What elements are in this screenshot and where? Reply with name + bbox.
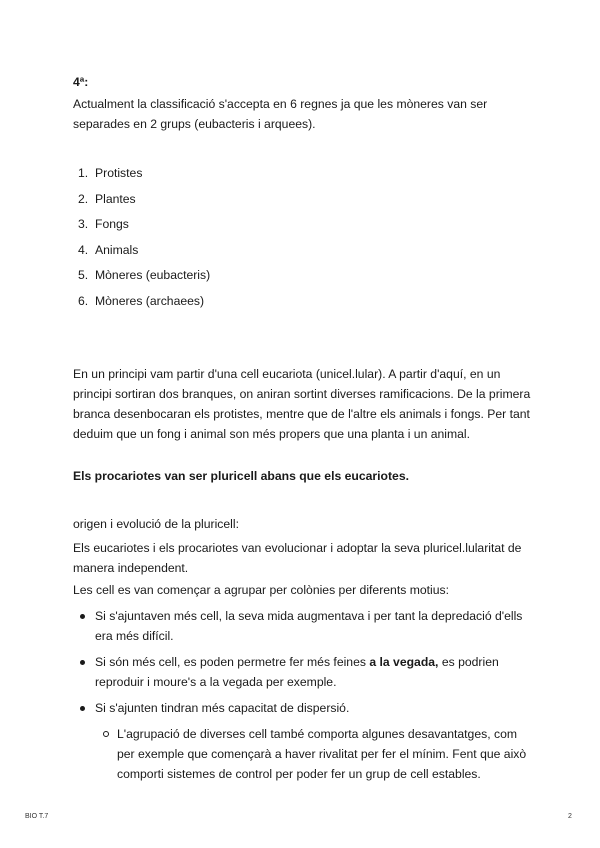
list-item: 1. Protistes [78, 166, 143, 180]
section-heading: 4ª: [73, 75, 89, 89]
list-item: 3. Fongs [78, 217, 129, 231]
bullet-icon [80, 706, 85, 711]
kingdoms-list [73, 163, 210, 316]
list-item: Si són més cell, es poden permetre fer més feines a la vegada, es podrien reproduir i moure's a la vegada per exemple. [73, 652, 533, 692]
list-item: 6. Mòneres (archaees) [78, 293, 205, 308]
list-item: 5. Mòneres (eubacteris) [78, 268, 211, 282]
subheading: origen i evolució de la pluricell: [73, 517, 239, 531]
list-item: 4. Animals [78, 242, 139, 257]
sub-list-item: L'agrupació de diverses cell també comporta algunes desavantatges, com per exemple que començarà a haver rivalitat per fer el mínim. Fent que això comporti sistemes de control per poder fer un grup de cell estables. [73, 724, 533, 784]
bullet-icon [80, 660, 85, 665]
bullet-icon [80, 614, 85, 619]
groups-paragraph: Les cell es van començar a agrupar per colònies per diferents motius: [73, 583, 449, 597]
list-item: 2. Plantes [78, 191, 136, 206]
list-item: Si s'ajunten tindran més capacitat de dispersió. [73, 698, 533, 718]
origin-paragraph: En un principi vam partir d'una cell eucariota (unicel.lular). A partir d'aquí, en un principi sortiran dos branques, on aniran sortint diverses ramificacions. De la primera branca desenbocaran els protistes, mentre que de l'altre els animals i fongs. Per tant deduim que un fong i animal son més propers que una planta i un animal. [73, 367, 531, 441]
independent-paragraph: Els eucariotes i els procariotes van evolucionar i adoptar la seva pluricel.lularitat de manera independent. [73, 541, 522, 575]
footer-left: BIO T.7 [25, 813, 49, 820]
intro-paragraph: Actualment la classificació s'accepta en 6 regnes ja que les mòneres van ser separades en 2 grups (eubacteris i arquees). [73, 97, 488, 131]
hollow-bullet-icon [103, 731, 109, 737]
list-item: Si s'ajuntaven més cell, la seva mida augmentava i per tant la depredació d'ells era més difícil. [73, 606, 533, 646]
page-number: 2 [568, 813, 572, 820]
reasons-list [73, 606, 533, 784]
bold-statement: Els procariotes van ser pluricell abans que els eucariotes. [73, 469, 409, 483]
